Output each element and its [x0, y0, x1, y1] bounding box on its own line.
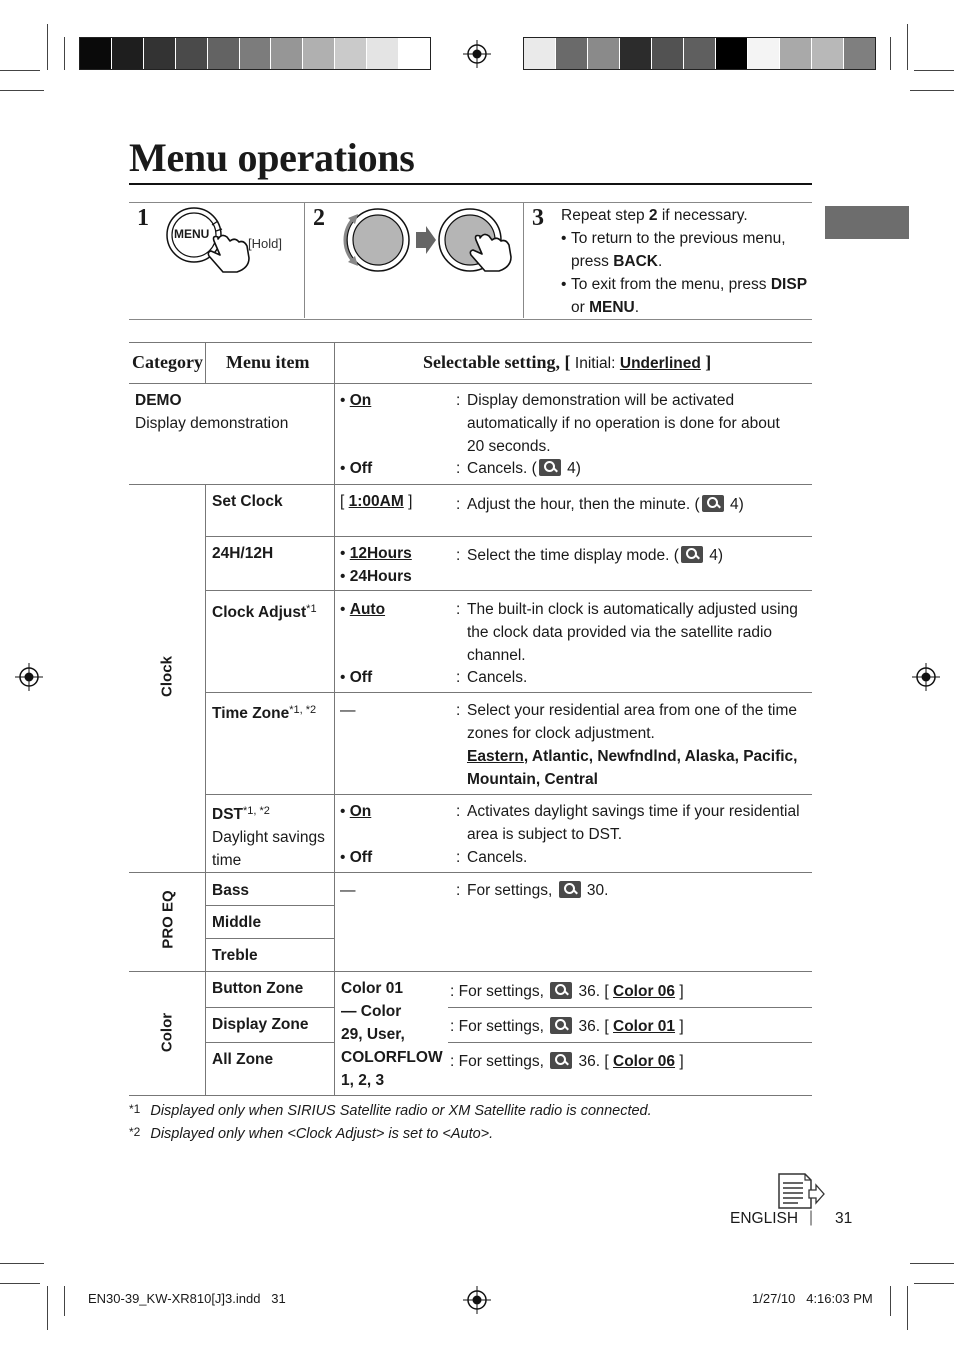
proeq-treble: Treble: [212, 947, 258, 964]
menu-button-label: MENU: [174, 227, 210, 241]
dst-desc-1: Daylight savings: [212, 829, 325, 846]
header-category: Category: [132, 352, 203, 372]
h24-ref: 4): [709, 547, 724, 564]
step-3-bullet-1-cont: [561, 250, 811, 273]
table-rule: [205, 1042, 334, 1043]
color-swatch: [367, 38, 399, 69]
arrow-right-icon: [416, 226, 436, 254]
file-info: EN30-39_KW-XR810[J]3.indd 31: [88, 1291, 286, 1306]
crop-mark: [910, 90, 954, 91]
clock-adjust-off: [340, 666, 372, 689]
footnote-mark: *2: [129, 1125, 141, 1139]
step-3-text-b: 2: [648, 207, 658, 224]
color-display-zone: Display Zone: [212, 1016, 309, 1033]
footnote-ref: *1, *2: [289, 704, 317, 716]
h24-24hours: 24Hours: [349, 568, 412, 585]
clock-adjust-desc-1: The built-in clock is automatically adjusted using: [467, 601, 798, 618]
clock-adjust-off-value: Off: [349, 669, 373, 686]
table-rule: [205, 938, 334, 939]
dst-off-colon: :: [456, 849, 461, 866]
time-zone-options-2: Mountain, Central: [467, 771, 598, 788]
header-close-bracket: ]: [705, 352, 712, 372]
dst-on-value: On: [349, 803, 372, 820]
header-underlined-label: Underlined: [619, 355, 701, 372]
crop-mark: [0, 1283, 40, 1284]
disp-key-label: DISP: [770, 276, 808, 293]
header-setting-label: Selectable setting, [: [423, 352, 571, 372]
color-swatch: [716, 38, 748, 69]
dst-on-desc-2: area is subject to DST.: [467, 826, 623, 843]
h24-colon: :: [456, 547, 461, 564]
crop-mark: [47, 1286, 48, 1330]
dst-desc: [467, 800, 809, 846]
magnifier-ref-icon: [550, 1052, 572, 1069]
press-knob-icon: [436, 206, 520, 276]
crop-mark: [0, 1263, 44, 1264]
demo-on-desc-3: 20 seconds.: [467, 438, 551, 455]
h24-option-12: [340, 542, 412, 565]
rotate-knob-icon: [338, 206, 414, 276]
color-swatch: [176, 38, 208, 69]
back-key-label: BACK: [613, 253, 658, 270]
table-rule: [205, 1007, 334, 1008]
demo-option-off: [340, 457, 372, 480]
set-clock-value: [340, 490, 412, 513]
color-desc-text: For settings,: [458, 1053, 549, 1070]
hold-label: [Hold]: [248, 236, 282, 251]
color-calibration-bar-right: [523, 37, 876, 70]
table-rule: [205, 484, 206, 1095]
step-3-number: 3: [532, 205, 544, 231]
h24-name: 24H/12H: [212, 545, 274, 562]
magnifier-ref-icon: [681, 546, 703, 563]
bracket: [: [340, 493, 345, 510]
color-swatch: [144, 38, 176, 69]
bullet: •: [340, 568, 346, 585]
color-value-4: COLORFLOW: [341, 1049, 443, 1066]
dst-off-desc: Cancels.: [467, 849, 528, 866]
h24-desc-text: Select the time display mode. (: [467, 547, 679, 564]
registration-mark-top-icon: [463, 40, 491, 68]
page-number: 31: [835, 1210, 853, 1227]
table-rule: [448, 1042, 812, 1043]
bullet: •: [561, 230, 567, 247]
dst-option-on: [340, 800, 371, 823]
footer-language: ENGLISH: [730, 1210, 799, 1227]
h24-12hours: 12Hours: [349, 545, 412, 562]
category-clock: Clock: [158, 656, 176, 697]
table-rule: [205, 794, 812, 795]
demo-on-desc-2: automatically if no operation is done for about: [467, 415, 780, 432]
table-rule: [205, 536, 812, 537]
table-rule: [129, 872, 812, 873]
bullet-1-text-b: press: [571, 253, 614, 270]
step-3-line: [561, 204, 811, 227]
time-zone-options: , Atlantic, Newfndlnd, Alaska, Pacific,: [523, 748, 798, 765]
colon: :: [450, 983, 455, 1000]
bullet: •: [340, 601, 346, 618]
crop-mark: [890, 37, 891, 70]
proeq-ref: 30.: [586, 882, 609, 899]
bullet: •: [340, 460, 346, 477]
magnifier-ref-icon: [559, 881, 581, 898]
demo-name: DEMO: [135, 392, 182, 409]
bracket: ]: [679, 983, 684, 1000]
category-pro-eq: PRO EQ: [159, 890, 177, 949]
time-zone-desc: [467, 699, 809, 791]
proeq-bass: Bass: [212, 882, 250, 899]
clock-adjust-name: [212, 598, 317, 624]
proeq-desc: [467, 879, 608, 902]
page-title: Menu operations: [129, 135, 415, 180]
crop-mark: [907, 1286, 908, 1330]
bullet-2-text: To exit from the menu, press: [571, 276, 771, 293]
footer-separator: |: [809, 1209, 814, 1226]
clock-adjust-desc-3: channel.: [467, 647, 526, 664]
table-rule: [334, 484, 335, 1095]
demo-off-colon: :: [456, 460, 461, 477]
dst-colon: :: [456, 803, 461, 820]
table-rule: [129, 383, 812, 384]
color-swatch: [240, 38, 272, 69]
document-continue-icon: [776, 1172, 826, 1210]
h24-options: [340, 542, 412, 588]
registration-mark-left-icon: [15, 663, 43, 691]
demo-on-colon: :: [456, 392, 461, 409]
color-ref: 36. [: [578, 983, 609, 1000]
bracket: ]: [408, 493, 413, 510]
dst-on-desc-1: Activates daylight savings time if your residential: [467, 803, 800, 820]
registration-mark-bottom-icon: [463, 1286, 491, 1314]
header-initial-label: Initial:: [574, 355, 616, 372]
demo-off-value: Off: [349, 460, 373, 477]
magnifier-ref-icon: [550, 982, 572, 999]
crop-mark: [910, 1263, 954, 1264]
menu-key-label: MENU: [589, 299, 635, 316]
crop-mark: [914, 70, 954, 71]
crop-mark: [0, 90, 44, 91]
clock-adjust-auto-value: Auto: [349, 601, 386, 618]
clock-adjust-colon: :: [456, 601, 461, 618]
color-calibration-bar-left: [79, 37, 431, 70]
dst-off-value: Off: [349, 849, 373, 866]
demo-desc: Display demonstration: [135, 415, 289, 432]
header-menu-item: Menu item: [226, 352, 310, 372]
color-swatch: [335, 38, 367, 69]
proeq-middle: Middle: [212, 914, 262, 931]
h24-option-24: [340, 565, 412, 588]
step-3-text-a: Repeat step: [561, 207, 649, 224]
time-zone-label: Time Zone: [212, 705, 290, 722]
step-divider: [304, 202, 305, 318]
time-zone-desc-2: zones for clock adjustment.: [467, 725, 655, 742]
table-rule: [205, 905, 334, 906]
time-zone-colon: :: [456, 702, 461, 719]
color-swatch: [303, 38, 335, 69]
bullet: •: [340, 849, 346, 866]
clock-adjust-auto: [340, 598, 385, 621]
table-rule: [129, 1095, 812, 1096]
color-swatch: [684, 38, 716, 69]
color-swatch: [780, 38, 812, 69]
color-all-desc: [450, 1050, 684, 1073]
color-swatch: [652, 38, 684, 69]
bullet: •: [561, 276, 567, 293]
footnote-ref: *1: [306, 603, 317, 615]
footnote-1: [129, 1102, 652, 1120]
color-ref: 36. [: [578, 1018, 609, 1035]
proeq-dash: —: [340, 882, 356, 899]
color-display-initial: Color 01: [613, 1018, 676, 1035]
magnifier-ref-icon: [550, 1017, 572, 1034]
demo-off-ref: 4): [567, 460, 581, 477]
colon: :: [450, 1018, 455, 1035]
dst-name: [212, 800, 325, 872]
color-value-1: Color 01: [341, 980, 404, 997]
magnifier-ref-icon: [702, 495, 724, 512]
bullet: •: [340, 545, 346, 562]
time-zone-desc-1: Select your residential area from one of the time: [467, 702, 797, 719]
color-swatch: [812, 38, 844, 69]
clock-adjust-off-colon: :: [456, 669, 461, 686]
table-rule: [129, 342, 812, 343]
color-swatch: [524, 38, 556, 69]
set-clock-name: Set Clock: [212, 493, 283, 510]
footnote-text: Displayed only when <Clock Adjust> is set to <Auto>.: [150, 1126, 494, 1142]
color-ref: 36. [: [578, 1053, 609, 1070]
bracket: ]: [679, 1018, 684, 1035]
table-rule: [129, 484, 812, 485]
step-divider: [523, 202, 524, 318]
color-value-2: — Color: [341, 1003, 402, 1020]
crop-mark: [47, 24, 48, 70]
bullet: •: [340, 392, 346, 409]
crop-mark: [890, 1286, 891, 1316]
crop-mark: [64, 37, 65, 70]
clock-adjust-desc: [467, 598, 809, 667]
color-button-zone: Button Zone: [212, 980, 304, 997]
step-3-bullet-2: [561, 273, 811, 296]
bullet-1-text: To return to the previous menu,: [571, 230, 786, 247]
set-clock-desc-text: Adjust the hour, then the minute. (: [467, 496, 700, 513]
color-desc-text: For settings,: [458, 983, 549, 1000]
color-all-initial: Color 06: [613, 1053, 676, 1070]
color-all-zone: All Zone: [212, 1051, 274, 1068]
h24-desc: [467, 544, 723, 567]
time-zone-dash: —: [340, 702, 356, 719]
color-swatch: [556, 38, 588, 69]
bullet: •: [340, 803, 346, 820]
clock-adjust-desc-2: the clock data provided via the satellite radio: [467, 624, 773, 641]
color-button-initial: Color 06: [613, 983, 676, 1000]
table-rule: [205, 342, 206, 383]
section-tab: [825, 206, 909, 239]
dst-label: DST: [212, 806, 243, 823]
color-swatch: [588, 38, 620, 69]
color-swatch: [844, 38, 875, 69]
clock-adjust-off-desc: Cancels.: [467, 669, 528, 686]
color-swatch: [112, 38, 144, 69]
table-rule: [448, 1007, 812, 1008]
set-clock-initial: 1:00AM: [348, 493, 404, 510]
color-display-desc: [450, 1015, 684, 1038]
footnote-2: [129, 1125, 493, 1143]
demo-option-on: [340, 389, 371, 412]
step-3-text: [561, 204, 811, 319]
category-color: Color: [158, 1012, 176, 1053]
step-3-bullet-2-cont: [561, 296, 811, 319]
color-swatch: [620, 38, 652, 69]
table-rule: [205, 590, 812, 591]
time-zone-list: [467, 745, 809, 768]
set-clock-ref: 4): [729, 496, 744, 513]
table-rule: [129, 971, 812, 972]
demo-on-value: On: [349, 392, 372, 409]
color-swatch: [748, 38, 780, 69]
bullet: •: [340, 669, 346, 686]
demo-off-desc-text: Cancels. (: [467, 460, 537, 477]
crop-mark: [64, 1286, 65, 1316]
footnote-mark: *1: [129, 1102, 141, 1116]
color-swatch: [399, 38, 430, 69]
color-swatch: [271, 38, 303, 69]
time-zone-initial: Eastern: [467, 748, 524, 765]
step-3-text-c: if necessary.: [657, 207, 748, 224]
table-rule: [205, 692, 812, 693]
proeq-colon: :: [456, 882, 461, 899]
set-clock-colon: :: [456, 496, 461, 513]
demo-row: [135, 389, 288, 435]
footnote-text: Displayed only when SIRIUS Satellite radio or XM Satellite radio is connected.: [150, 1103, 652, 1119]
crop-mark: [914, 1283, 954, 1284]
demo-off-desc: [467, 457, 581, 480]
color-swatch: [80, 38, 112, 69]
crop-mark: [0, 70, 40, 71]
magnifier-ref-icon: [539, 459, 561, 476]
time-zone-name: [212, 699, 316, 725]
bracket: ]: [679, 1053, 684, 1070]
color-value-3: 29, User,: [341, 1026, 405, 1043]
set-clock-desc: [467, 493, 744, 516]
bullet-2-text-e: .: [634, 299, 640, 316]
demo-on-desc-1: Display demonstration will be activated: [467, 392, 735, 409]
proeq-desc-text: For settings,: [467, 882, 557, 899]
clock-adjust-label: Clock Adjust: [212, 604, 307, 621]
colon: :: [450, 1053, 455, 1070]
header-selectable-setting: [423, 352, 711, 373]
crop-mark: [907, 24, 908, 70]
color-values: [341, 977, 443, 1092]
table-rule: [334, 383, 335, 484]
step-3-bullet-1: [561, 227, 811, 250]
step-1-number: 1: [137, 205, 149, 231]
title-rule: [129, 183, 812, 185]
dst-option-off: [340, 846, 372, 869]
color-value-5: 1, 2, 3: [341, 1072, 385, 1089]
dst-desc-2: time: [212, 852, 242, 869]
step-2-number: 2: [313, 205, 325, 231]
color-desc-text: For settings,: [458, 1018, 549, 1035]
demo-on-desc: [467, 389, 807, 458]
bullet-1-text-d: .: [658, 253, 663, 270]
print-timestamp: 1/27/10 4:16:03 PM: [752, 1291, 873, 1306]
bullet-2-text-c: or: [571, 299, 590, 316]
color-button-desc: [450, 980, 684, 1003]
table-rule: [334, 342, 335, 383]
color-swatch: [208, 38, 240, 69]
footnote-ref: *1, *2: [243, 805, 270, 817]
registration-mark-right-icon: [912, 663, 940, 691]
